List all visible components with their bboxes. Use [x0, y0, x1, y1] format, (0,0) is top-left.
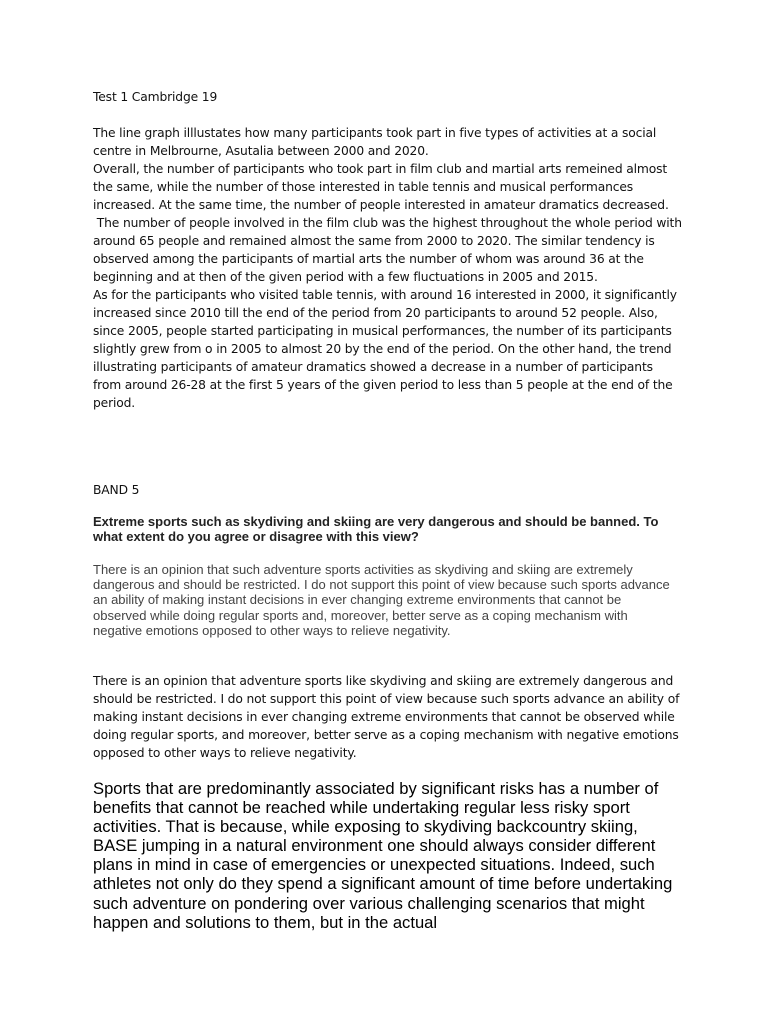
task1-answer: [93, 124, 686, 412]
heading-text: Test 1 Cambridge 19: [93, 90, 218, 104]
intro-draft-text: There is an opinion that such adventure sports activities as skydiving and skiing are extremely dangerous and should be restricted. I do not support this point of view because such sports advance an ability of making instant decisions in ever changing extreme environments that cannot be observed while doing regular sports and, moreover, better serve as a coping mechanism with negative emotions opposed to other ways to relieve negativity.: [93, 562, 670, 638]
task1-paragraph-body-1: The number of people involved in the film club was the highest throughout the whole period with around 65 people and remained almost the same from 2000 to 2020. The similar tendency is observed among the participants of martial arts the number of whom was around 36 at the beginning and at then of the given period with a few fluctuations in 2005 and 2015.: [93, 216, 686, 284]
intro-revised-text: There is an opinion that adventure sports like skydiving and skiing are extremely dangerous and should be restricted. I do not support this point of view because such sports advance an ability of making instant decisions in ever changing extreme environments that cannot be observed while doing regular sports, and moreover, better serve as a coping mechanism with negative emotions opposed to other ways to relieve negativity.: [93, 674, 680, 760]
band-label-text: BAND 5: [93, 483, 140, 497]
intro-revised: [93, 672, 683, 762]
task1-paragraph-overview: Overall, the number of participants who took part in film club and martial arts remeined almost the same, while the number of those interested in table tennis and musical performances increased. At the same time, the number of people interested in amateur dramatics decreased.: [93, 162, 669, 212]
intro-draft: [93, 562, 673, 638]
task1-paragraph-body-2: As for the participants who visited table tennis, with around 16 interested in 2000, it significantly increased since 2010 till the end of the period from 20 participants to around 52 people. Also, since 2005, people started participating in musical performances, the number of its participants slightly grew from o in 2005 to almost 20 by the end of the period. On the other hand, the trend illustrating participants of amateur dramatics showed a decrease in a number of participants from around 26-28 at the first 5 years of the given period to less than 5 people at the end of the period.: [93, 288, 677, 410]
document-heading: [93, 88, 683, 106]
task2-question: [93, 514, 673, 544]
body-paragraph: [93, 779, 683, 932]
body-paragraph-text: Sports that are predominantly associated by significant risks has a number of benefits that cannot be reached while undertaking regular less risky sport activities. That is because, while exposing to skydiving backcountry skiing, BASE jumping in a natural environment one should always consider different plans in mind in case of emergencies or unexpected situations. Indeed, such athletes not only do they spend a significant amount of time before undertaking such adventure on pondering over various challenging scenarios that might happen and solutions to them, but in the actual: [93, 779, 673, 932]
task2-question-text: Extreme sports such as skydiving and skiing are very dangerous and should be banned. To what extent do you agree or disagree with this view?: [93, 514, 659, 544]
band-label: [93, 481, 683, 499]
task1-paragraph-intro: The line graph illlustates how many participants took part in five types of activities at a social centre in Melbrourne, Asutalia between 2000 and 2020.: [93, 126, 657, 158]
